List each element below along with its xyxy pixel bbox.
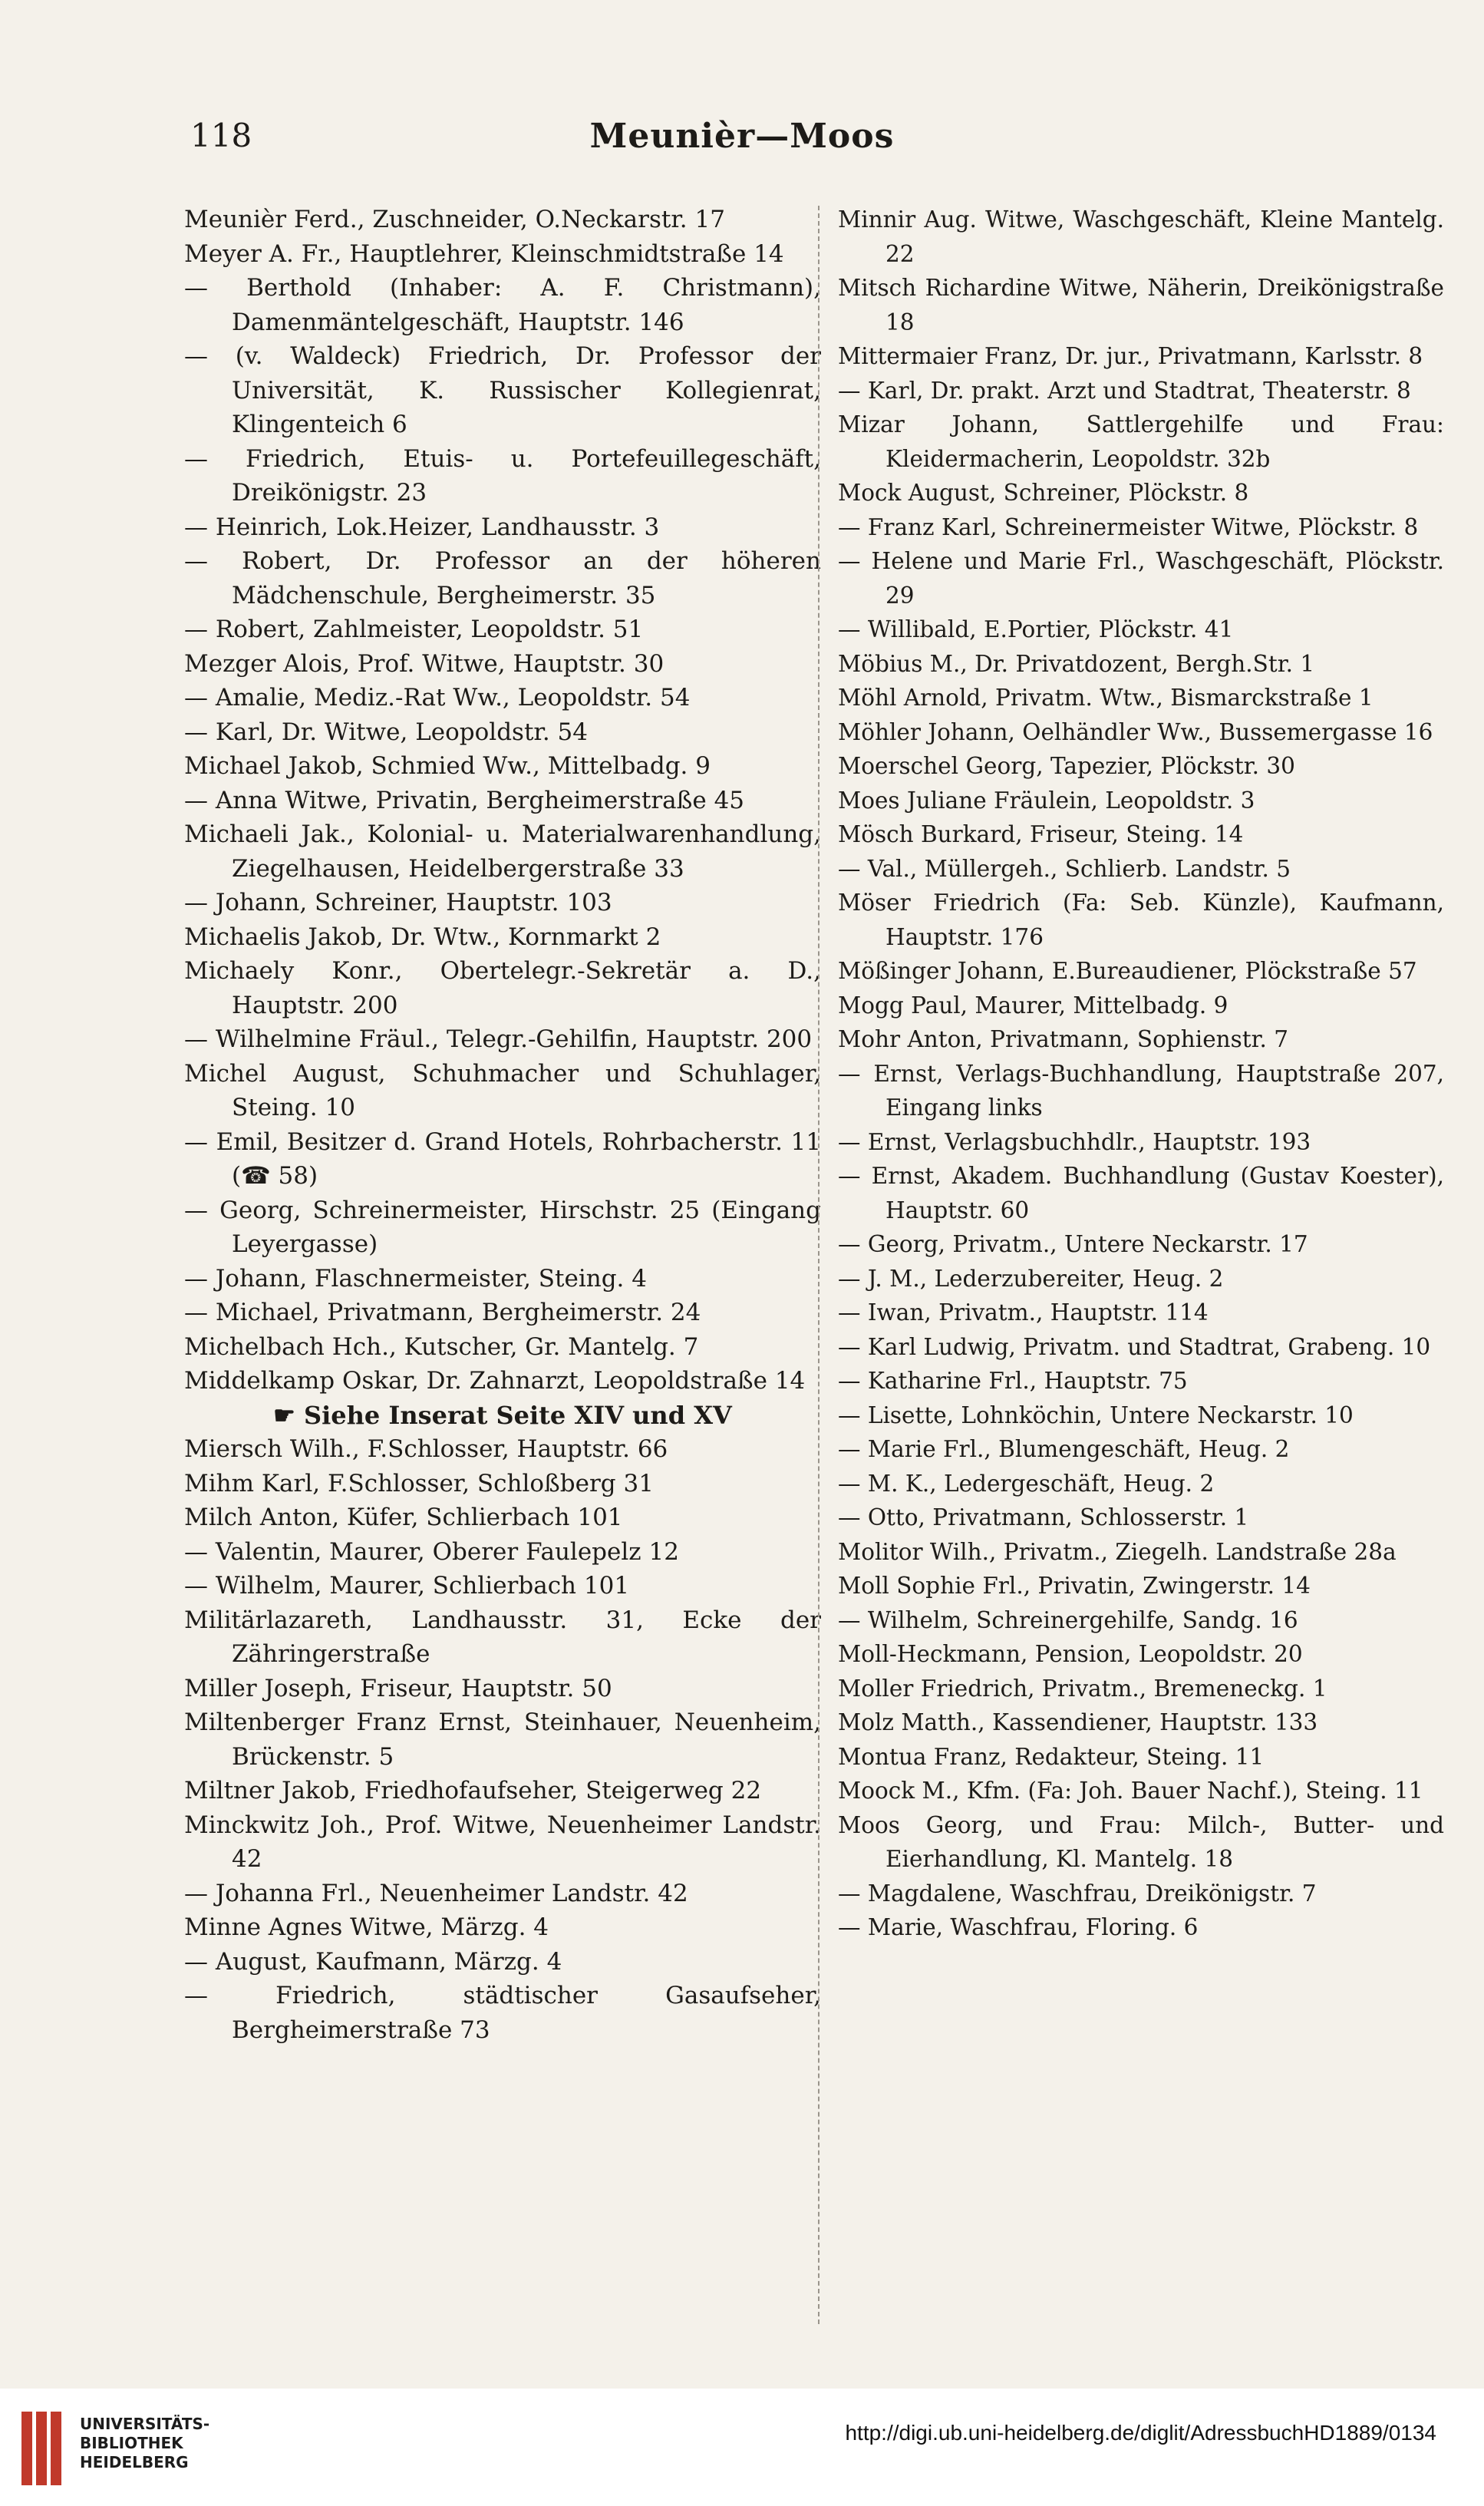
directory-entry: Moller Friedrich, Privatm., Bremeneckg. 1 <box>838 1675 1327 1702</box>
directory-entry: Middelkamp Oskar, Dr. Zahnarzt, Leopoldstraße 14 <box>184 1367 806 1395</box>
directory-entry: Miersch Wilh., F.Schlosser, Hauptstr. 66 <box>184 1435 668 1463</box>
directory-entry: — Heinrich, Lok.Heizer, Landhausstr. 3 <box>184 513 660 541</box>
directory-entry: Minckwitz Joh., Prof. Witwe, Neuenheimer Landstr. 42 <box>184 1811 821 1873</box>
directory-entry: Mock August, Schreiner, Plöckstr. 8 <box>838 480 1249 506</box>
directory-entry: Mizar Johann, Sattlergehilfe und Frau: Kleidermacherin, Leopoldstr. 32b <box>838 411 1444 472</box>
directory-entry: Michael Jakob, Schmied Ww., Mittelbadg. 9 <box>184 752 711 780</box>
directory-entry: Mößinger Johann, E.Bureaudiener, Plöckstraße 57 <box>838 958 1417 984</box>
directory-entry: — Ernst, Verlags-Buchhandlung, Hauptstraße 207, Eingang links <box>838 1060 1444 1121</box>
directory-entry: — (v. Waldeck) Friedrich, Dr. Professor der Universität, K. Russischer Kollegienrat, Klingenteich 6 <box>184 342 821 438</box>
directory-entry: — Karl, Dr. Witwe, Leopoldstr. 54 <box>184 718 588 746</box>
directory-entry: — Wilhelm, Maurer, Schlierbach 101 <box>184 1572 630 1600</box>
directory-entry: Meunièr Ferd., Zuschneider, O.Neckarstr. 17 <box>184 206 725 233</box>
directory-entry: Mitsch Richardine Witwe, Näherin, Dreikönigstraße 18 <box>838 275 1444 335</box>
directory-entry: — Lisette, Lohnköchin, Untere Neckarstr. 10 <box>838 1402 1354 1428</box>
directory-entry: — Anna Witwe, Privatin, Bergheimerstraße 45 <box>184 786 745 814</box>
page-number: 118 <box>190 117 252 154</box>
directory-entry: — M. K., Ledergeschäft, Heug. 2 <box>838 1470 1215 1497</box>
directory-entry: Möhl Arnold, Privatm. Wtw., Bismarckstraße 1 <box>838 685 1374 711</box>
directory-entry: — Otto, Privatmann, Schlosserstr. 1 <box>838 1504 1249 1530</box>
directory-entry: Minnir Aug. Witwe, Waschgeschäft, Kleine Mantelg. 22 <box>838 206 1444 267</box>
directory-entry: — Val., Müllergeh., Schlierb. Landstr. 5 <box>838 855 1291 882</box>
directory-entry: — August, Kaufmann, Märzg. 4 <box>184 1947 562 1976</box>
directory-entry: Michaely Konr., Obertelegr.-Sekretär a. D., Hauptstr. 200 <box>184 957 821 1019</box>
directory-entry: — Wilhelm, Schreinergehilfe, Sandg. 16 <box>838 1606 1298 1633</box>
directory-entry: — Ernst, Akadem. Buchhandlung (Gustav Koester), Hauptstr. 60 <box>838 1163 1444 1223</box>
directory-entry: Mogg Paul, Maurer, Mittelbadg. 9 <box>838 992 1228 1019</box>
directory-entry: — Marie, Waschfrau, Floring. 6 <box>838 1914 1199 1940</box>
directory-entry: Moll-Heckmann, Pension, Leopoldstr. 20 <box>838 1641 1303 1667</box>
directory-entry: Möbius M., Dr. Privatdozent, Bergh.Str. 1 <box>838 650 1315 677</box>
directory-entry: Mihm Karl, F.Schlosser, Schloßberg 31 <box>184 1469 654 1497</box>
directory-entry: — Iwan, Privatm., Hauptstr. 114 <box>838 1299 1209 1326</box>
column-divider <box>818 206 819 2324</box>
directory-entry: Michaelis Jakob, Dr. Wtw., Kornmarkt 2 <box>184 923 661 951</box>
directory-entry: — Robert, Dr. Professor an der höheren Mädchenschule, Bergheimerstr. 35 <box>184 547 821 609</box>
directory-entry: Michaeli Jak., Kolonial- u. Materialwarenhandlung, Ziegelhausen, Heidelbergerstraße 33 <box>184 820 821 883</box>
directory-entry: — Friedrich, Etuis- u. Portefeuillegeschäft, Dreikönigstr. 23 <box>184 444 821 507</box>
directory-entry: — J. M., Lederzubereiter, Heug. 2 <box>838 1265 1224 1292</box>
directory-entry: Miltenberger Franz Ernst, Steinhauer, Neuenheim, Brückenstr. 5 <box>184 1709 821 1771</box>
directory-entry: Miltner Jakob, Friedhofaufseher, Steigerweg 22 <box>184 1777 762 1804</box>
directory-entry: — Berthold (Inhaber: A. F. Christmann), Damenmäntelgeschäft, Hauptstr. 146 <box>184 274 821 336</box>
footer-bar <box>0 2389 1484 2506</box>
directory-entry: — Franz Karl, Schreinermeister Witwe, Plöckstr. 8 <box>838 513 1419 540</box>
directory-entry: — Friedrich, städtischer Gasaufseher, Bergheimerstraße 73 <box>184 1982 821 2044</box>
directory-entry: — Amalie, Mediz.-Rat Ww., Leopoldstr. 54 <box>184 684 691 712</box>
directory-entry: — Katharine Frl., Hauptstr. 75 <box>838 1368 1188 1394</box>
directory-entry: Mösch Burkard, Friseur, Steing. 14 <box>838 821 1244 847</box>
library-name-line: HEIDELBERG <box>80 2453 189 2471</box>
directory-entry: — Robert, Zahlmeister, Leopoldstr. 51 <box>184 616 644 643</box>
directory-entry: — Karl, Dr. prakt. Arzt und Stadtrat, Theaterstr. 8 <box>838 377 1411 404</box>
source-url-link[interactable]: http://digi.ub.uni-heidelberg.de/diglit/AdressbuchHD1889/0134 <box>845 2421 1436 2445</box>
directory-entry: Minne Agnes Witwe, Märzg. 4 <box>184 1913 549 1941</box>
running-title: Meunièr—Moos <box>589 117 895 156</box>
directory-entry: Möser Friedrich (Fa: Seb. Künzle), Kaufmann, Hauptstr. 176 <box>838 890 1444 950</box>
directory-entry: — Helene und Marie Frl., Waschgeschäft, Plöckstr. 29 <box>838 548 1444 609</box>
directory-entry: — Karl Ludwig, Privatm. und Stadtrat, Grabeng. 10 <box>838 1333 1431 1360</box>
directory-entry: Mohr Anton, Privatmann, Sophienstr. 7 <box>838 1026 1289 1052</box>
directory-entry: Miller Joseph, Friseur, Hauptstr. 50 <box>184 1674 612 1702</box>
directory-entry: Molitor Wilh., Privatm., Ziegelh. Landstraße 28a <box>838 1538 1397 1565</box>
directory-entry: Mezger Alois, Prof. Witwe, Hauptstr. 30 <box>184 649 665 678</box>
directory-entry: Michelbach Hch., Kutscher, Gr. Mantelg. 7 <box>184 1332 699 1361</box>
directory-entry: — Georg, Schreinermeister, Hirschstr. 25 (Eingang Leyergasse) <box>184 1196 821 1258</box>
library-name-line: BIBLIOTHEK <box>80 2434 183 2452</box>
left-column <box>184 203 821 2047</box>
directory-entry: — Ernst, Verlagsbuchhdlr., Hauptstr. 193 <box>838 1128 1311 1155</box>
directory-entry: Moos Georg, und Frau: Milch-, Butter- und Eierhandlung, Kl. Mantelg. 18 <box>838 1811 1444 1872</box>
directory-entry: Militärlazareth, Landhausstr. 31, Ecke der Zähringerstraße <box>184 1606 821 1668</box>
directory-entry: Milch Anton, Küfer, Schlierbach 101 <box>184 1504 623 1531</box>
library-name-line: UNIVERSITÄTS- <box>80 2415 210 2433</box>
advert-notice: ☛ Siehe Inserat Seite XIV und XV <box>273 1400 732 1430</box>
directory-entry: Möhler Johann, Oelhändler Ww., Bussemergasse 16 <box>838 718 1433 745</box>
directory-entry: — Johanna Frl., Neuenheimer Landstr. 42 <box>184 1879 688 1907</box>
directory-entry: — Georg, Privatm., Untere Neckarstr. 17 <box>838 1231 1308 1257</box>
directory-entry: Moll Sophie Frl., Privatin, Zwingerstr. 14 <box>838 1573 1311 1599</box>
library-logo-icon <box>21 2412 61 2485</box>
directory-entry: — Marie Frl., Blumengeschäft, Heug. 2 <box>838 1436 1290 1462</box>
directory-entry: — Willibald, E.Portier, Plöckstr. 41 <box>838 616 1234 642</box>
directory-entry: — Emil, Besitzer d. Grand Hotels, Rohrbacherstr. 11 (☎ 58) <box>184 1128 821 1190</box>
directory-entry: Montua Franz, Redakteur, Steing. 11 <box>838 1743 1265 1770</box>
directory-entry: — Michael, Privatmann, Bergheimerstr. 24 <box>184 1299 701 1326</box>
directory-entry: — Johann, Schreiner, Hauptstr. 103 <box>184 889 612 916</box>
directory-entry: Meyer A. Fr., Hauptlehrer, Kleinschmidtstraße 14 <box>184 239 784 268</box>
directory-entry: Moes Juliane Fräulein, Leopoldstr. 3 <box>838 787 1255 814</box>
right-column <box>838 203 1444 1945</box>
directory-entry: Mittermaier Franz, Dr. jur., Privatmann, Karlsstr. 8 <box>838 343 1423 369</box>
directory-entry: — Wilhelmine Fräul., Telegr.-Gehilfin, Hauptstr. 200 <box>184 1025 813 1053</box>
directory-entry: — Johann, Flaschnermeister, Steing. 4 <box>184 1264 647 1293</box>
directory-entry: — Valentin, Maurer, Oberer Faulepelz 12 <box>184 1537 679 1566</box>
library-name <box>80 2415 209 2472</box>
directory-entry: Moerschel Georg, Tapezier, Plöckstr. 30 <box>838 753 1295 779</box>
directory-entry: Michel August, Schuhmacher und Schuhlager, Steing. 10 <box>184 1059 821 1121</box>
directory-entry: Molz Matth., Kassendiener, Hauptstr. 133 <box>838 1709 1318 1735</box>
directory-entry: Moock M., Kfm. (Fa: Joh. Bauer Nachf.), Steing. 11 <box>838 1778 1423 1804</box>
directory-entry: — Magdalene, Waschfrau, Dreikönigstr. 7 <box>838 1880 1317 1907</box>
